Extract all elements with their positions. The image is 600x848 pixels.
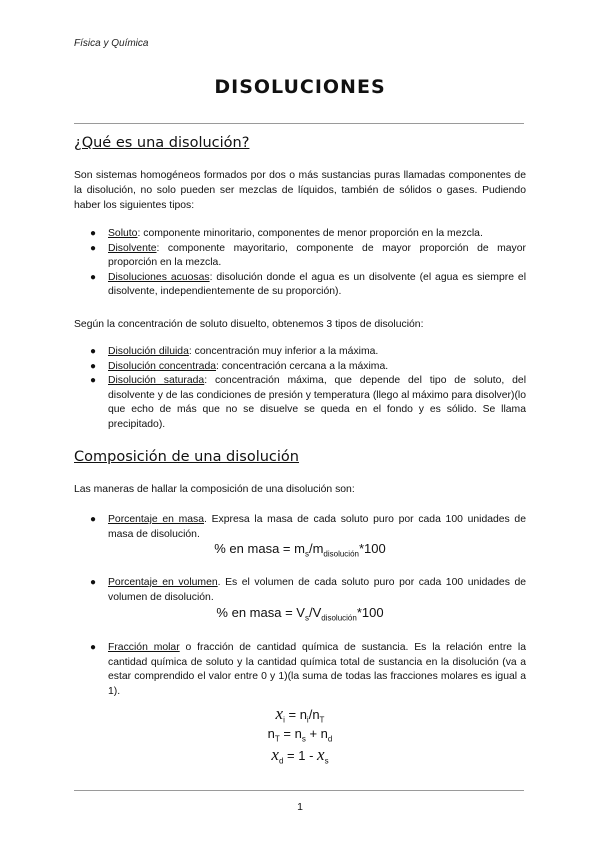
list-item: ● Soluto: componente minoritario, componentes de menor proporción en la mezcla. (90, 227, 526, 242)
method-list-molar (90, 641, 526, 699)
bullet-icon: ● (90, 577, 97, 588)
bullet-icon: ● (90, 271, 97, 283)
list-item: ● Disolvente: componente mayoritario, componente de mayor proporción de mayor proporción en la mezcla. (90, 242, 526, 269)
formula-mass-percent: % en masa = $m_s/m_{disolución}*100$ (214, 541, 386, 559)
formula-molar-fraction: $x_i = n_i/n_T$ (275, 704, 325, 725)
section-heading-composition: Composición de una disolución (74, 449, 299, 465)
method-list-mass (90, 513, 526, 542)
bullet-icon: ● (90, 228, 97, 239)
list-item: ● Disoluciones acuosas: disolución donde el agua es un disolvente (el agua es siempre el disolvente, independientemente de su proporción). (90, 271, 527, 298)
page-number: 1 (297, 801, 303, 813)
section2-intro: Las maneras de hallar la composición de una disolución son: (74, 484, 355, 495)
formula-total-moles: $n_T = n_s + n_d$ (267, 726, 333, 744)
footer-divider (74, 790, 524, 791)
concentration-types-list (90, 345, 526, 433)
bullet-icon: ● (90, 360, 97, 372)
component-types-list (90, 227, 526, 300)
list-item: ● Porcentaje en volumen. Es el volumen de cada soluto puro por cada 100 unidades de volumen de disolución. (90, 577, 527, 603)
bullet-icon: ● (90, 346, 97, 357)
formula-volume-percent: % en masa = $V_s/V_{disolución}*100$ (216, 605, 384, 623)
list-item: ● Fracción molar o fracción de cantidad química de sustancia. Es la relación entre la cantidad química de soluto y la cantidad química total de sustancia en la disolución (va a estar comprendido el valor entre 0 y 1)(la suma de todas las fracciones molares es igual a 1). (90, 642, 526, 697)
title-divider (74, 123, 524, 124)
section-heading-what-is: ¿Qué es una disolución? (74, 135, 250, 151)
method-list-volume (90, 576, 526, 605)
list-item: ● Disolución diluida: concentración muy inferior a la máxima. (90, 345, 526, 360)
concentration-intro: Según la concentración de soluto disuelto, obtenemos 3 tipos de disolución: (74, 319, 424, 330)
list-item: ● Porcentaje en masa. Expresa la masa de cada soluto puro por cada 100 unidades de masa de disolución. (90, 514, 526, 540)
running-header: Física y Química (74, 38, 149, 49)
page-title: DISOLUCIONES (214, 76, 386, 98)
bullet-icon: ● (90, 242, 97, 254)
list-item: ● Disolución saturada: concentración máxima, que depende del tipo de soluto, del disolvente y de las condiciones de presión y temperatura (llego al máximo para disolver)(lo que echo de más que no se disuelve se queda en el fondo y es sólido. Se llama precipitado). (90, 375, 527, 430)
bullet-icon: ● (90, 514, 97, 525)
bullet-icon: ● (90, 375, 97, 387)
formula-solvent-fraction: $x_d = 1 - x_s$ (271, 745, 329, 766)
bullet-icon: ● (90, 642, 97, 653)
list-item: ● Disolución concentrada: concentración cercana a la máxima. (90, 360, 526, 375)
section1-intro: Son sistemas homogéneos formados por dos o más sustancias puras llamadas componentes de la disolución, no solo pueden ser mezclas de líquidos, también de sólidos o gases. Pudiendo haber los siguientes tipos: (74, 170, 526, 211)
